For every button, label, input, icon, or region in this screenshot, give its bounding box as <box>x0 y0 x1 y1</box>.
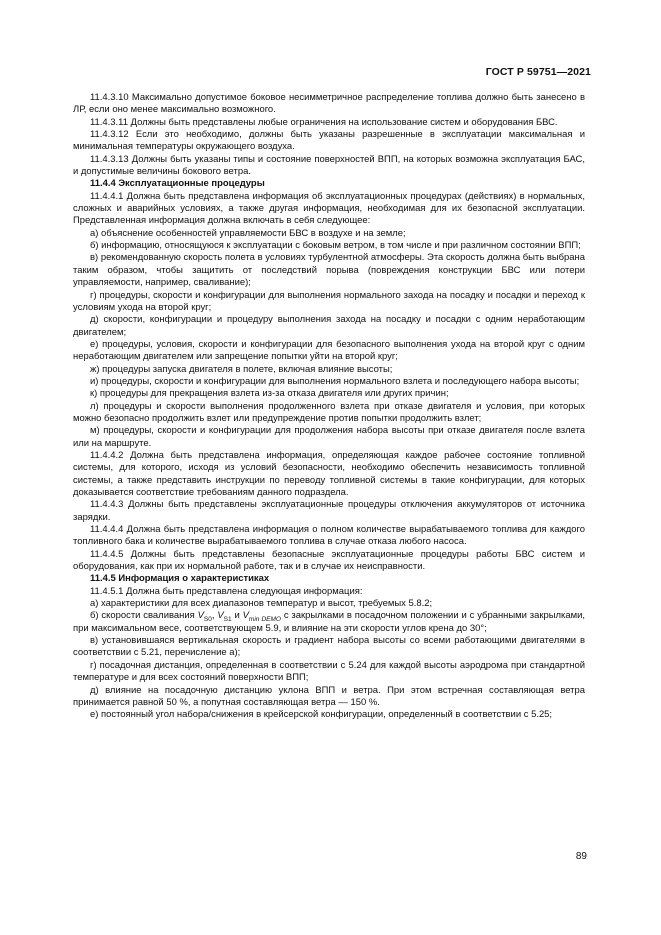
paragraph: в) рекомендованную скорость полета в условиях турбулентной атмосферы. Эта скорость должна быть выбрана таким образом, чтобы защитить от последствий порыва (повреждения конструкции БВС или потери управляемости, например, сваливание); <box>73 252 585 289</box>
symbol-v: V <box>242 610 249 622</box>
paragraph: 11.4.3.12 Если это необходимо, должны быть указаны разрешенные в эксплуатации максимальная и минимальная температуры окружающего воздуха. <box>73 129 585 153</box>
symbol-v: V <box>197 610 204 622</box>
symbol-v: V <box>217 610 224 622</box>
paragraph: 11.4.3.11 Должны быть представлены любые ограничения на использование систем и оборудования БВС. <box>90 116 558 128</box>
separator: , <box>211 610 218 622</box>
paragraph: г) посадочная дистанция, определенная в соответствии с 5.24 для каждой высоты аэродрома при стандартной температуре и для всех состояний поверхности ВПП; <box>73 659 585 684</box>
section-heading: 11.4.5 Информация о характеристиках <box>90 573 270 585</box>
item-b-suffix: с закрылками в посадочном положении и с убранными закрылками, при максимальном весе, соответствующем 5.9, и влияние на эти скорости углов крена до 30°; <box>73 610 585 634</box>
paragraph: б) информацию, относящуюся к эксплуатации с боковым ветром, в том числе и при различном состоянии ВПП; <box>90 240 581 252</box>
paragraph: г) процедуры, скорости и конфигурации для выполнения нормального захода на посадку и посадки и переход к условиям ухода на второй круг; <box>73 289 585 313</box>
paragraph: к) процедуры для прекращения взлета из-за отказа двигателя или других причин; <box>90 388 449 400</box>
paragraph: 11.4.4.2 Должна быть представлена информация, определяющая каждое рабочее состояние топливной системы, для которого, исходя из условий безопасности, необходимо обеспечить независимость топливной системы, а также представить инструкции по переводу топливной системы в такие конфигурации, для которых доказывается соответствие требованиям данного подраздела. <box>73 449 585 498</box>
paragraph: а) характеристики для всех диапазонов температур и высот, требуемых 5.8.2; <box>90 598 433 610</box>
paragraph: ж) процедуры запуска двигателя в полете, включая влияние высоты; <box>90 363 393 375</box>
paragraph: 11.4.5.1 Должна быть представлена следующая информация: <box>90 585 363 597</box>
paragraph: 11.4.4.3 Должны быть представлены эксплуатационные процедуры отключения аккумуляторов от источника зарядки. <box>73 499 585 523</box>
paragraph-group-tail <box>73 635 585 721</box>
paragraph: 11.4.3.13 Должны быть указаны типы и состояние поверхностей ВПП, на которых возможна эксплуатация БАС, и допустимые величины бокового ветра. <box>73 153 585 178</box>
item-b-prefix: б) скорости сваливания <box>90 610 198 622</box>
list-item-b-stall-speeds <box>73 610 585 635</box>
paragraph: в) установившаяся вертикальная скорость и градиент набора высоты со всеми работающими двигателями в соответствии с 5.21, перечисление а); <box>73 635 585 659</box>
paragraph: д) скорости, конфигурации и процедуру выполнения захода на посадку и посадки с одним неработающим двигателем; <box>73 314 585 338</box>
paragraph: 11.4.4.4 Должна быть представлена информация о полном количестве вырабатываемого топлива для каждого топливного бака и количестве вырабатываемого топлива в случае отказа любого насоса. <box>73 524 585 548</box>
paragraph-group-main <box>73 92 585 610</box>
subscript-s0: S0 <box>203 616 212 624</box>
subscript-min-demo: min DEMO <box>248 616 281 624</box>
paragraph: 11.4.4.1 Должна быть представлена информация об эксплуатационных процедурах (действиях) в нормальных, сложных и аварийных условиях, а также другая информация, необходимая для их безопасной эксплуатации. Представленная информация должна включать в себя следующее: <box>73 190 585 227</box>
standard-designation: ГОСТ Р 59751—2021 <box>485 66 591 78</box>
section-heading: 11.4.4 Эксплуатационные процедуры <box>90 178 265 190</box>
paragraph: д) влияние на посадочную дистанцию уклона ВПП и ветра. При этом встречная составляющая ветра принимается равной 50 %, а попутная составляющая ветра — 150 %. <box>73 684 585 708</box>
paragraph: л) процедуры и скорости выполнения продолженного взлета при отказе двигателя и условия, при которых можно безопасно продолжить взлет или предупреждение против попытки продолжить взлет; <box>73 400 585 424</box>
paragraph: м) процедуры, скорости и конфигурации для продолжения набора высоты при отказе двигателя после взлета или на маршруте. <box>73 425 585 449</box>
subscript-s1: S1 <box>223 616 232 624</box>
paragraph: 11.4.3.10 Максимально допустимое боковое несимметричное распределение топлива должно быть занесено в ЛР, если оно менее максимально возможного. <box>73 92 585 116</box>
paragraph: е) процедуры, условия, скорости и конфигурации для безопасного выполнения ухода на второй круг с одним неработающим двигателем или запрещение попытки уйти на второй круг; <box>73 338 585 363</box>
page-number: 89 <box>575 851 587 862</box>
paragraph: е) постоянный угол набора/снижения в крейсерской конфигурации, определенный в соответствии с 5.25; <box>90 709 553 721</box>
document-body <box>73 92 585 722</box>
paragraph: а) объяснение особенностей управляемости БВС в воздухе и на земле; <box>90 227 406 239</box>
paragraph: 11.4.4.5 Должны быть представлены безопасные эксплуатационные процедуры работы БВС систем и оборудования, как при их нормальной работе, так и в случае их неисправности. <box>73 548 585 573</box>
separator: и <box>231 610 243 622</box>
paragraph: и) процедуры, скорости и конфигурации для выполнения нормального взлета и последующего набора высоты; <box>90 375 580 387</box>
